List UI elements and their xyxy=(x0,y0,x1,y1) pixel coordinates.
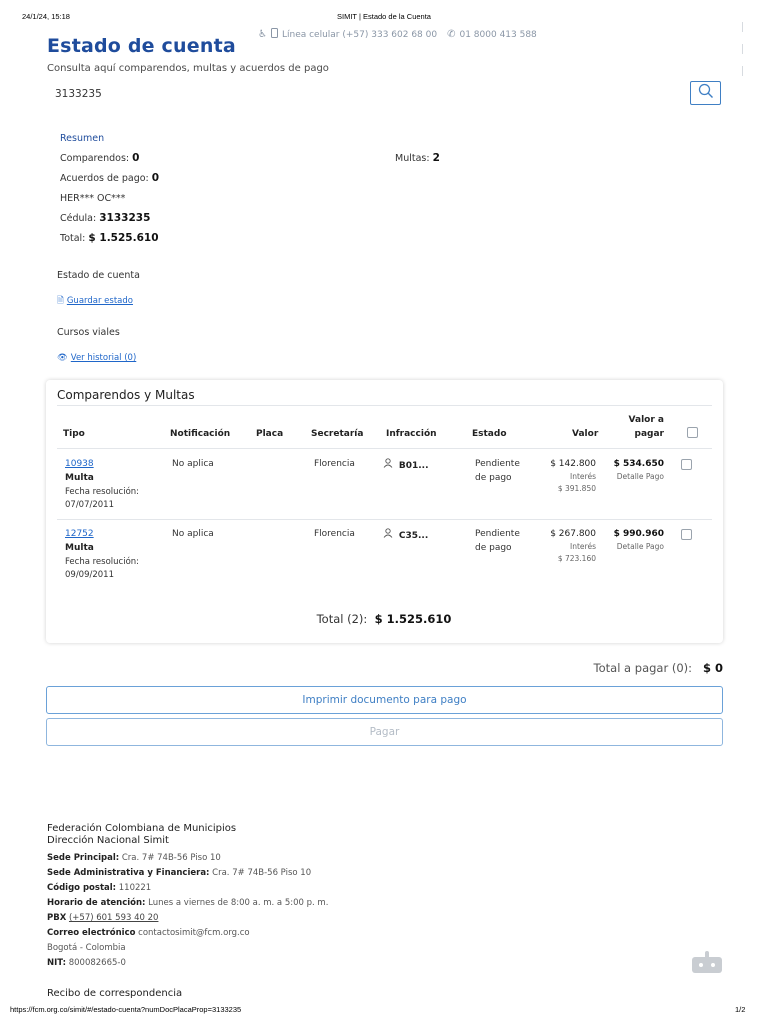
footer-org: Federación Colombiana de Municipios xyxy=(47,823,237,834)
footer-horario: Horario de atención: Lunes a viernes de 8:00 a. m. a 5:00 p. m. xyxy=(47,898,329,908)
row2-detalle-pago[interactable]: Detalle Pago xyxy=(616,542,664,551)
person-icon xyxy=(383,461,393,471)
row1-secretaria: Florencia xyxy=(314,459,355,469)
footer-postal: Código postal: 110221 xyxy=(47,883,152,893)
row2-secretaria: Florencia xyxy=(314,529,355,539)
resumen-total: Total: $ 1.525.610 xyxy=(60,232,159,244)
row2-interes: $ 723.160 xyxy=(557,554,596,563)
accessibility-icon[interactable]: ♿ xyxy=(258,29,267,40)
side-decoration xyxy=(742,22,744,88)
estado-cuenta-heading: Estado de cuenta xyxy=(57,270,140,281)
footer-city: Bogotá - Colombia xyxy=(47,943,126,953)
search-button[interactable] xyxy=(690,81,721,105)
header-secretaria: Secretaría xyxy=(311,429,364,439)
top-contact-bar xyxy=(258,28,537,41)
document-icon: 🗎 xyxy=(57,296,64,306)
row1-valor: $ 142.800 xyxy=(550,459,596,469)
header-estado: Estado xyxy=(472,429,507,439)
acuerdos-count: Acuerdos de pago: 0 xyxy=(60,172,160,184)
cedula: Cédula: 3133235 xyxy=(60,212,151,224)
row2-valor-pagar: $ 990.960 xyxy=(613,529,664,539)
footer-email: Correo electrónico contactosimit@fcm.org.co xyxy=(47,928,250,938)
print-url: https://fcm.org.co/simit/#/estado-cuenta?numDocPlacaProp=3133235 xyxy=(10,1005,242,1014)
search-input[interactable]: 3133235 xyxy=(55,88,102,100)
email-link[interactable]: contactosimit@fcm.org.co xyxy=(138,928,250,938)
divider xyxy=(57,405,712,406)
total-a-pagar: Total a pagar (0): $ 0 xyxy=(593,661,723,675)
divider xyxy=(57,519,712,520)
row1-checkbox[interactable] xyxy=(681,459,692,470)
row1-tipo: Multa xyxy=(65,473,94,483)
comparendos-count: Comparendos: 0 xyxy=(60,152,140,164)
row2-id-link[interactable]: 12752 xyxy=(65,529,94,539)
row2-valor: $ 267.800 xyxy=(550,529,596,539)
footer-dept: Dirección Nacional Simit xyxy=(47,835,169,846)
divider xyxy=(57,448,712,449)
row2-infraccion[interactable]: C35... xyxy=(383,528,428,541)
person-name: HER*** OC*** xyxy=(60,193,126,204)
search-icon xyxy=(698,83,714,103)
row1-estado-1: Pendiente xyxy=(475,459,520,469)
row1-notificacion: No aplica xyxy=(172,459,214,469)
ver-historial-link[interactable]: 👁 Ver historial (0) xyxy=(57,353,137,363)
pbx-link[interactable]: (+57) 601 593 40 20 xyxy=(68,913,159,923)
page-title: Estado de cuenta xyxy=(47,35,236,53)
row2-notificacion: No aplica xyxy=(172,529,214,539)
header-tipo: Tipo xyxy=(63,429,85,439)
print-datetime: 24/1/24, 15:18 xyxy=(22,12,70,21)
row2-fecha-label: Fecha resolución: xyxy=(65,557,140,567)
page-subtitle: Consulta aquí comparendos, multas y acuerdos de pago xyxy=(47,63,329,74)
row1-infraccion[interactable]: B01... xyxy=(383,458,429,471)
chatbot-icon[interactable] xyxy=(692,957,722,973)
row1-interes: $ 391.850 xyxy=(557,484,596,493)
person-icon xyxy=(383,531,393,541)
row1-fecha-label: Fecha resolución: xyxy=(65,487,140,497)
resumen-heading: Resumen xyxy=(60,133,105,144)
row2-checkbox[interactable] xyxy=(681,529,692,540)
select-all-checkbox[interactable] xyxy=(687,427,698,438)
row2-estado-2: de pago xyxy=(475,543,512,553)
header-infraccion: Infracción xyxy=(386,429,437,439)
eye-icon: 👁 xyxy=(57,353,68,363)
print-document-button[interactable]: Imprimir documento para pago xyxy=(46,686,723,714)
print-page-number: 1/2 xyxy=(735,1005,746,1014)
multas-count: Multas: 2 xyxy=(395,152,440,164)
phone-icon: ✆ xyxy=(447,29,456,40)
footer-sede-principal: Sede Principal: Cra. 7# 74B-56 Piso 10 xyxy=(47,853,221,863)
row1-estado-2: de pago xyxy=(475,473,512,483)
phone-text[interactable]: 01 8000 413 588 xyxy=(459,29,537,40)
guardar-estado-link[interactable]: 🗎 Guardar estado xyxy=(57,288,133,309)
row1-interes-label: Interés xyxy=(570,472,596,481)
row1-fecha: 07/07/2011 xyxy=(65,500,114,510)
row2-tipo: Multa xyxy=(65,543,94,553)
pay-button[interactable]: Pagar xyxy=(46,718,723,746)
row2-fecha: 09/09/2011 xyxy=(65,570,114,580)
card-title: Comparendos y Multas xyxy=(57,388,195,402)
mobile-phone-icon xyxy=(271,28,278,41)
footer-sede-admin: Sede Administrativa y Financiera: Cra. 7# 74B-56 Piso 10 xyxy=(47,868,312,878)
footer-recibo: Recibo de correspondencia xyxy=(47,988,183,999)
row1-valor-pagar: $ 534.650 xyxy=(613,459,664,469)
header-notificacion: Notificación xyxy=(170,429,231,439)
footer-nit: NIT: 800082665-0 xyxy=(47,958,126,968)
row2-interes-label: Interés xyxy=(570,542,596,551)
print-title: SIMIT | Estado de la Cuenta xyxy=(337,12,431,21)
cursos-heading: Cursos viales xyxy=(57,327,120,338)
table-total: Total (2): $ 1.525.610 xyxy=(316,612,452,626)
row1-detalle-pago[interactable]: Detalle Pago xyxy=(616,472,664,481)
header-valor: Valor xyxy=(572,429,599,439)
header-valor-pagar-1: Valor a xyxy=(628,415,664,425)
header-valor-pagar-2: pagar xyxy=(634,429,664,439)
header-placa: Placa xyxy=(256,429,284,439)
footer-pbx: PBX (+57) 601 593 40 20 xyxy=(47,913,159,923)
row1-id-link[interactable]: 10938 xyxy=(65,459,94,469)
cell-line-text[interactable]: Línea celular (+57) 333 602 68 00 xyxy=(281,29,438,40)
row2-estado-1: Pendiente xyxy=(475,529,520,539)
